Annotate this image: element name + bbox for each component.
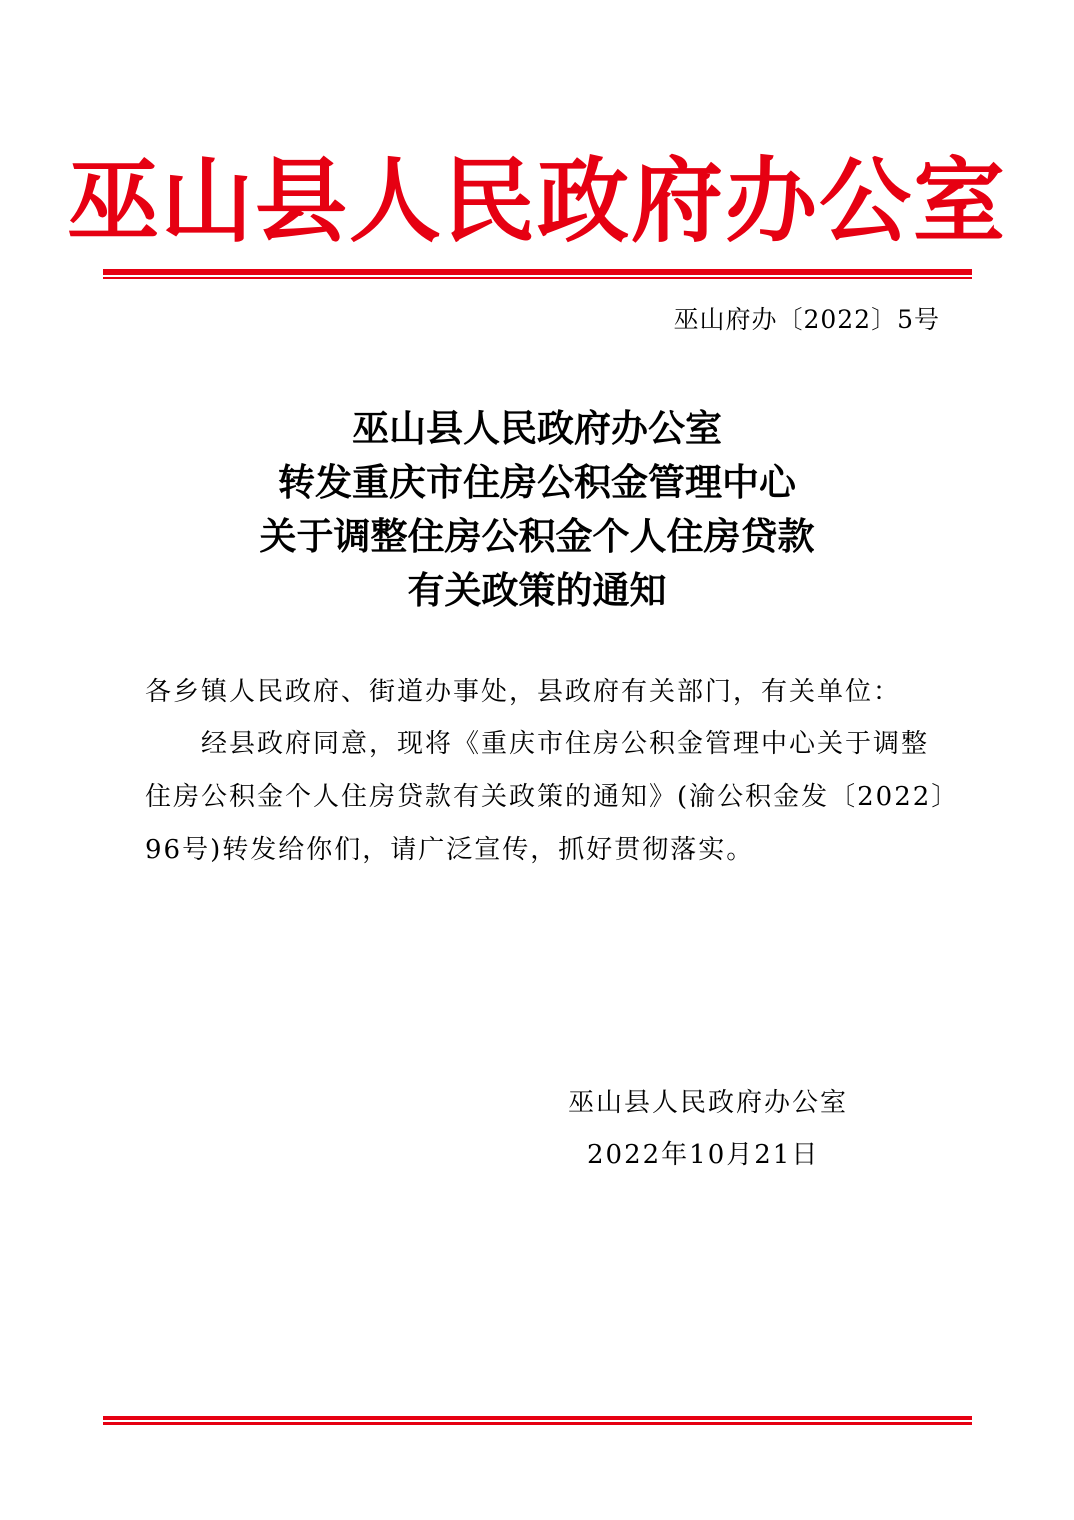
title-line: 关于调整住房公积金个人住房贷款: [259, 514, 815, 558]
body-paragraph-line: 住房公积金个人住房贷款有关政策的通知》(渝公积金发〔2022〕: [145, 782, 960, 812]
footer-divider: [103, 1416, 972, 1427]
masthead-title: 巫山县人民政府办公室: [66, 147, 1007, 255]
addressee: 各乡镇人民政府、街道办事处，县政府有关部门，有关单位：: [145, 677, 902, 707]
title-line: 转发重庆市住房公积金管理中心: [278, 460, 796, 504]
document-number: 巫山府办〔2022〕5号: [673, 305, 940, 334]
body-paragraph-line: 经县政府同意，现将《重庆市住房公积金管理中心关于调整: [201, 729, 930, 759]
issuer-name: 巫山县人民政府办公室: [568, 1088, 849, 1118]
masthead-divider: [103, 269, 972, 280]
document-title: [0, 401, 1074, 617]
title-line: 巫山县人民政府办公室: [352, 406, 722, 450]
issue-date: 2022年10月21日: [587, 1140, 820, 1170]
title-line: 有关政策的通知: [407, 568, 667, 612]
body-paragraph-line: 96号)转发给你们，请广泛宣传，抓好贯彻落实。: [145, 835, 755, 865]
